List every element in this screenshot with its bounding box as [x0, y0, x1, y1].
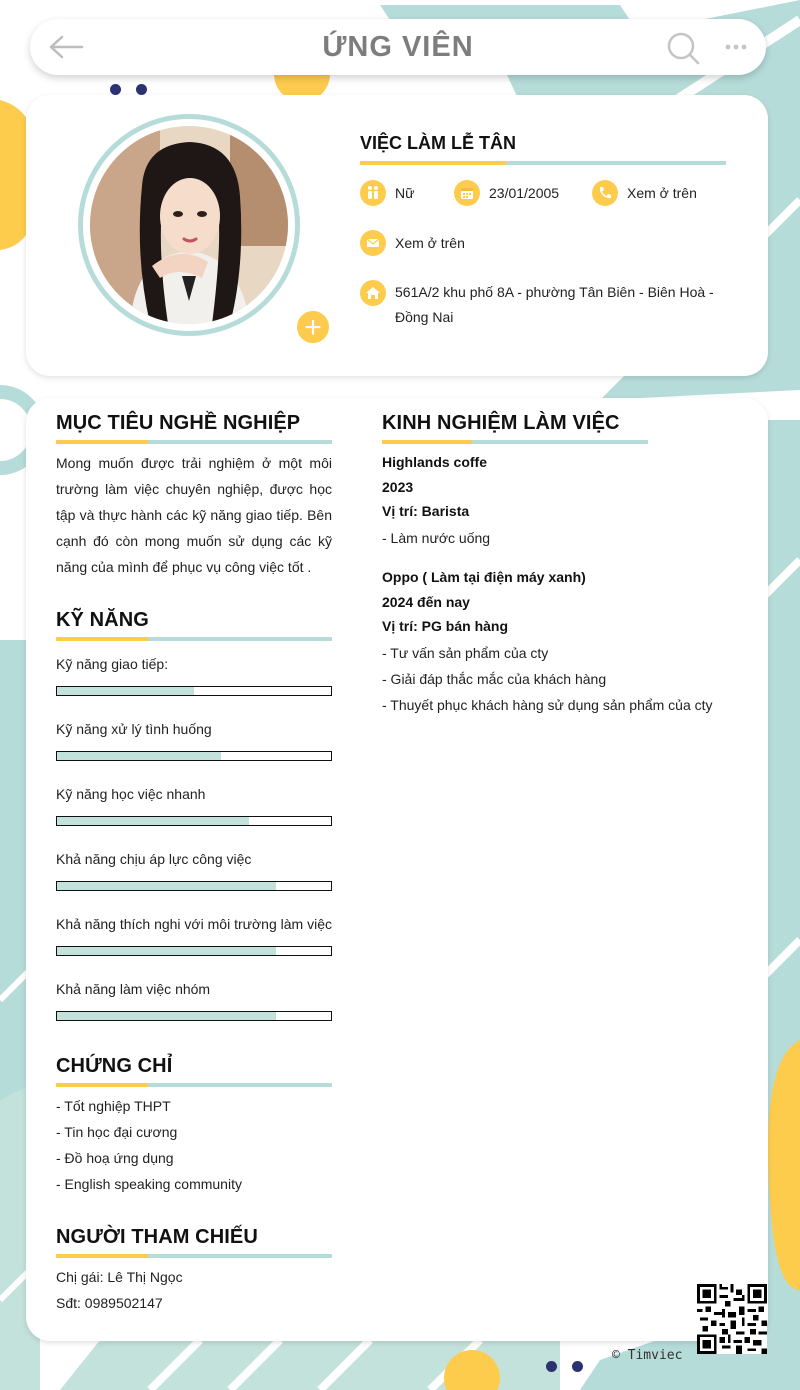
qr-code	[697, 1284, 767, 1354]
list-item: - Đồ hoạ ứng dụng	[56, 1150, 174, 1166]
phone-icon	[592, 180, 618, 206]
address-value: 561A/2 khu phố 8A - phường Tân Biên - Biên Hoà - Đồng Nai	[395, 284, 714, 325]
avatar-frame	[78, 114, 322, 344]
skill-label: Khả năng thích nghi với môi trường làm việc	[56, 916, 332, 932]
list-item: - Tin học đại cương	[56, 1124, 178, 1140]
job-period: 2023	[382, 478, 414, 495]
job-position: Vị trí: Barista	[382, 503, 470, 519]
resume-body-card	[26, 398, 768, 1341]
experience-job-1	[382, 450, 490, 552]
certificates-underline	[56, 1083, 332, 1087]
skill-bar	[56, 686, 332, 696]
skill-bar	[56, 751, 332, 761]
job-task: - Làm nước uống	[382, 529, 491, 546]
gender-info	[360, 180, 414, 206]
skill-bar	[56, 881, 332, 891]
certificates-heading: CHỨNG CHỈ	[56, 1055, 173, 1077]
page-title: ỨNG VIÊN	[322, 31, 474, 63]
list-item: - Tốt nghiệp THPT	[56, 1098, 171, 1114]
skill-label: Khả năng chịu áp lực công việc	[56, 851, 252, 867]
plus-icon: +	[304, 311, 322, 344]
job-period: 2024 đến nay	[382, 593, 470, 610]
experience-underline	[382, 440, 648, 444]
skill-label: Kỹ năng giao tiếp:	[56, 656, 169, 672]
skill-bar	[56, 816, 332, 826]
objective-heading: MỤC TIÊU NGHỀ NGHIỆP	[56, 412, 301, 434]
search-icon[interactable]	[666, 31, 700, 65]
references-underline	[56, 1254, 332, 1258]
email-info	[360, 230, 465, 256]
birthday-value: 23/01/2005	[489, 185, 560, 201]
skill-label: Kỹ năng xử lý tình huống	[56, 721, 212, 737]
decorative-dots-bottom	[546, 1359, 598, 1377]
certificates-list	[56, 1093, 242, 1197]
experience-job-2	[382, 565, 713, 719]
job-title-underline	[360, 161, 726, 165]
job-task: - Giải đáp thắc mắc của khách hàng	[382, 670, 607, 687]
objective-underline	[56, 440, 332, 444]
job-task: - Tư vấn sản phẩm của cty	[382, 644, 549, 661]
skill-label: Kỹ năng học việc nhanh	[56, 786, 206, 802]
references-heading: NGƯỜI THAM CHIẾU	[56, 1226, 258, 1248]
calendar-icon	[454, 180, 480, 206]
mail-icon	[360, 230, 386, 256]
top-bar	[30, 19, 766, 75]
avatar[interactable]	[90, 126, 288, 324]
objective-text: Mong muốn được trải nghiệm ở một môi trường làm việc chuyên nghiệp, được học tập và thực hành các kỹ năng giao tiếp. Bên cạnh đó còn mong muốn sử dụng các kỹ năng của mình để phục vụ công việc tốt .	[56, 455, 332, 575]
add-photo-button[interactable]	[295, 309, 331, 345]
job-company: Highlands coffe	[382, 454, 488, 470]
phone-info	[592, 180, 697, 206]
address-info	[360, 280, 720, 330]
home-icon	[360, 280, 386, 306]
job-title: VIỆC LÀM LỄ TÂN	[360, 133, 516, 153]
skill-bar	[56, 1011, 332, 1021]
list-item: Sđt: 0989502147	[56, 1295, 163, 1311]
list-item: - English speaking community	[56, 1176, 242, 1192]
email-value: Xem ở trên	[395, 235, 465, 251]
list-item: Chị gái: Lê Thị Ngọc	[56, 1269, 183, 1285]
brand-watermark: © Timviec	[612, 1348, 683, 1363]
gender-icon	[360, 180, 386, 206]
job-position: Vị trí: PG bán hàng	[382, 618, 509, 634]
job-task: - Thuyết phục khách hàng sử dụng sản phẩm của cty	[382, 696, 713, 713]
more-icon[interactable]	[724, 37, 748, 57]
references-list	[56, 1264, 183, 1316]
skill-label: Khả năng làm việc nhóm	[56, 981, 211, 997]
profile-card	[26, 95, 768, 376]
birthday-info	[454, 180, 559, 206]
skills-heading: KỸ NĂNG	[56, 609, 149, 631]
experience-heading: KINH NGHIỆM LÀM VIỆC	[382, 412, 620, 434]
skill-bar	[56, 946, 332, 956]
skills-underline	[56, 637, 332, 641]
phone-value: Xem ở trên	[627, 185, 697, 201]
job-company: Oppo ( Làm tại điện máy xanh)	[382, 569, 586, 585]
gender-value: Nữ	[395, 185, 415, 201]
